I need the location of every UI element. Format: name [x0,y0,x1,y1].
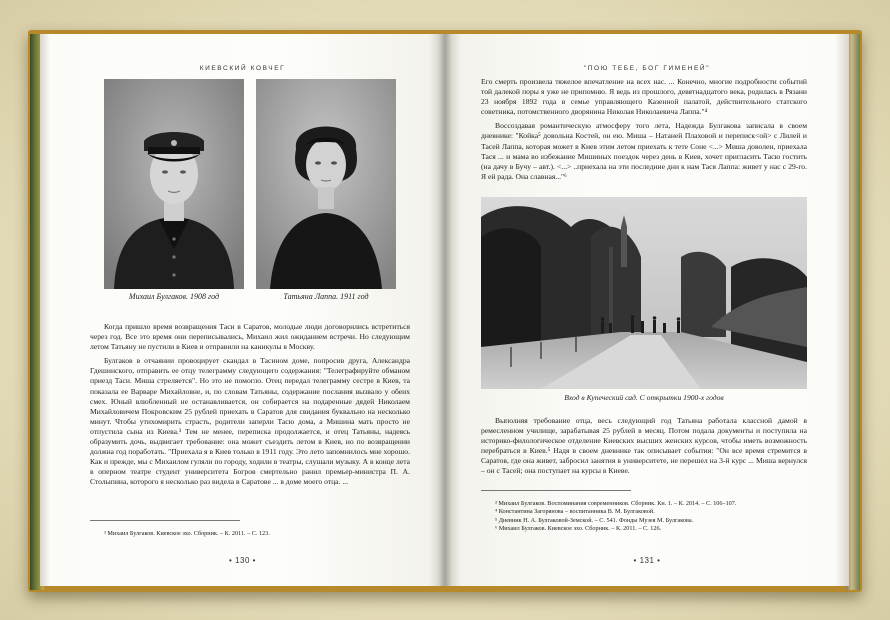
paragraph: Когда пришло время возвращения Таси в Саратов, молодые люди договорились встретиться через год. Все это время они переписывались, Михаил жил ожиданием встречи. Но следующим летом Татьяну не пустили в Киев и отправили на каникулы в Москву. [90,322,410,352]
portrait-photo-lappa [256,79,396,289]
footnotes-left [104,530,404,538]
paragraph: Булгаков в отчаянии провоцирует скандал в Тасином доме, попросив друга, Александра Гдешинского, отправить ее отцу телеграмму следующего содержания: "Телеграфируйте обманом приезд Таси. Миша стреляется". Но это не помогло. Отец передал телеграмму сестре в Киев, та показала ее Варваре Михайловне, и, по словам Татьяны, содержание послания вызвало у обеих смех. Юный влюбленный не останавливается, он собирается на подаренные дядей Николаем Михайловичем Покровским 25 рублей приехать в Саратов для свидания буквально на несколько минут. Чтобы утихомирить страсть, родители заперли Тасю дома, а Мишина мать просто не отпустила сына из Киева.³ Тем не менее, переписка продолжается, и отец Татьяны, надеясь образумить дочь, выдвигает требование: она может съездить летом в Киев, но по возвращении должна год поработать. "Приехала я в Киев только в 1911 году. Это лето запомнилось мне хорошо. Как и прежде, мы с Михаилом гуляли по городу, ходили в театры, слушали музыку. А в конце лета в оперном театре студент университета Богров смертельно ранил премьер-министра П. А. Столыпина, которого я несколько раз видела в Саратове ... в доме моего отца. ... [90,356,410,487]
footnotes-right [495,500,807,534]
page-number-left: • 130 • [229,556,256,565]
footnote: ³ Михаил Булгаков. Киевское эхо. Сборник. – К. 2011. – С. 123. [104,530,270,537]
book-gutter [438,34,452,586]
right-page [445,34,849,586]
footnote: ⁴ Константина Загорянова – воспитанника В. М. Булгаковой. [495,508,655,516]
footnote: ⁶ Михаил Булгаков. Киевское эхо. Сборник. – К. 2011. – С. 126. [495,525,662,533]
photo-caption-garden: Вход в Купеческий сад. С открытки 1900-х годов [564,393,724,402]
paragraph: Воссоздавая романтическую атмосферу того лета, Надежда Булгакова записала в своем дневнике: "Койка⁵ довольна Костей, он ею. Миша – Натаней Плаховой и переписк<ой> с Лилей и Тасей Лаппа, которая может в Киев этим летом приехать к тете Соне <...> Миша доволен, приехала Тася ... и мама во избежание Мишиных поездок через день в Киев, хочет пригласить Тасю гостить (на дачу в Бучу – авт.). <...> ..приехала на эти последние дни к нам Тася Лаппа: живет у нас с 29-го. Я ей рада. Она славная..."⁶ [481,121,807,181]
photo-caption-bulgakov: Михаил Булгаков. 1908 год [128,292,220,301]
portrait-photo-bulgakov [104,79,244,289]
footnote-rule [90,520,240,521]
body-text-left [90,322,410,492]
garden-entrance-photo [481,197,807,389]
body-text-right-top [481,77,807,186]
running-head-left: КИЕВСКИЙ КОВЧЕГ [199,65,286,72]
body-text-right-bottom [481,416,807,481]
left-page [40,34,445,586]
footnote: ⁵ Дневник Н. А. Булгаковой-Земской. – С. 541. Фонды Музея М. Булгакова. [495,516,694,524]
footnote: ³ Михаил Булгаков. Воспоминания современников. Сборник. Кн. 1. – К. 2014. – С. 106–107. [495,500,737,507]
page-number-right: • 131 • [633,556,661,565]
paragraph: Выполняя требование отца, весь следующий год Татьяна работала классной дамой в ремесленном училище, зарабатывая 25 рублей в месяц. Потом подала документы и поступила на историко-филологическое отделение Киевских высших женских курсов, чтобы иметь возможность перебраться в Киев.⁵ Надя в своем дневнике так описывает события: "Он все время стремится в Саратов, где она живет, забросил занятия в университете, не перешел на 3-й курс ... Миша вернулся – он с Тасей; она поступает на курсы в Киеве. [481,416,807,476]
running-head-right: "ПОЮ ТЕБЕ, БОГ ГИМЕНЕЙ" [583,65,711,72]
photo-caption-lappa: Татьяна Лаппа. 1911 год [283,292,369,301]
footnote-rule [481,490,631,491]
paragraph: Его смерть произвела тяжелое впечатление на всех нас. ... Конечно, многие подробности событий той далекой поры я уже не припомню. Я ведь из прошлого, девятнадцатого века, родилась в Рязани 23 ноября 1892 года в семье управляющего Казенной палатой, действительного статского советника, потомственного дворянина Николая Николаевича Лаппа."⁴ [481,77,807,117]
